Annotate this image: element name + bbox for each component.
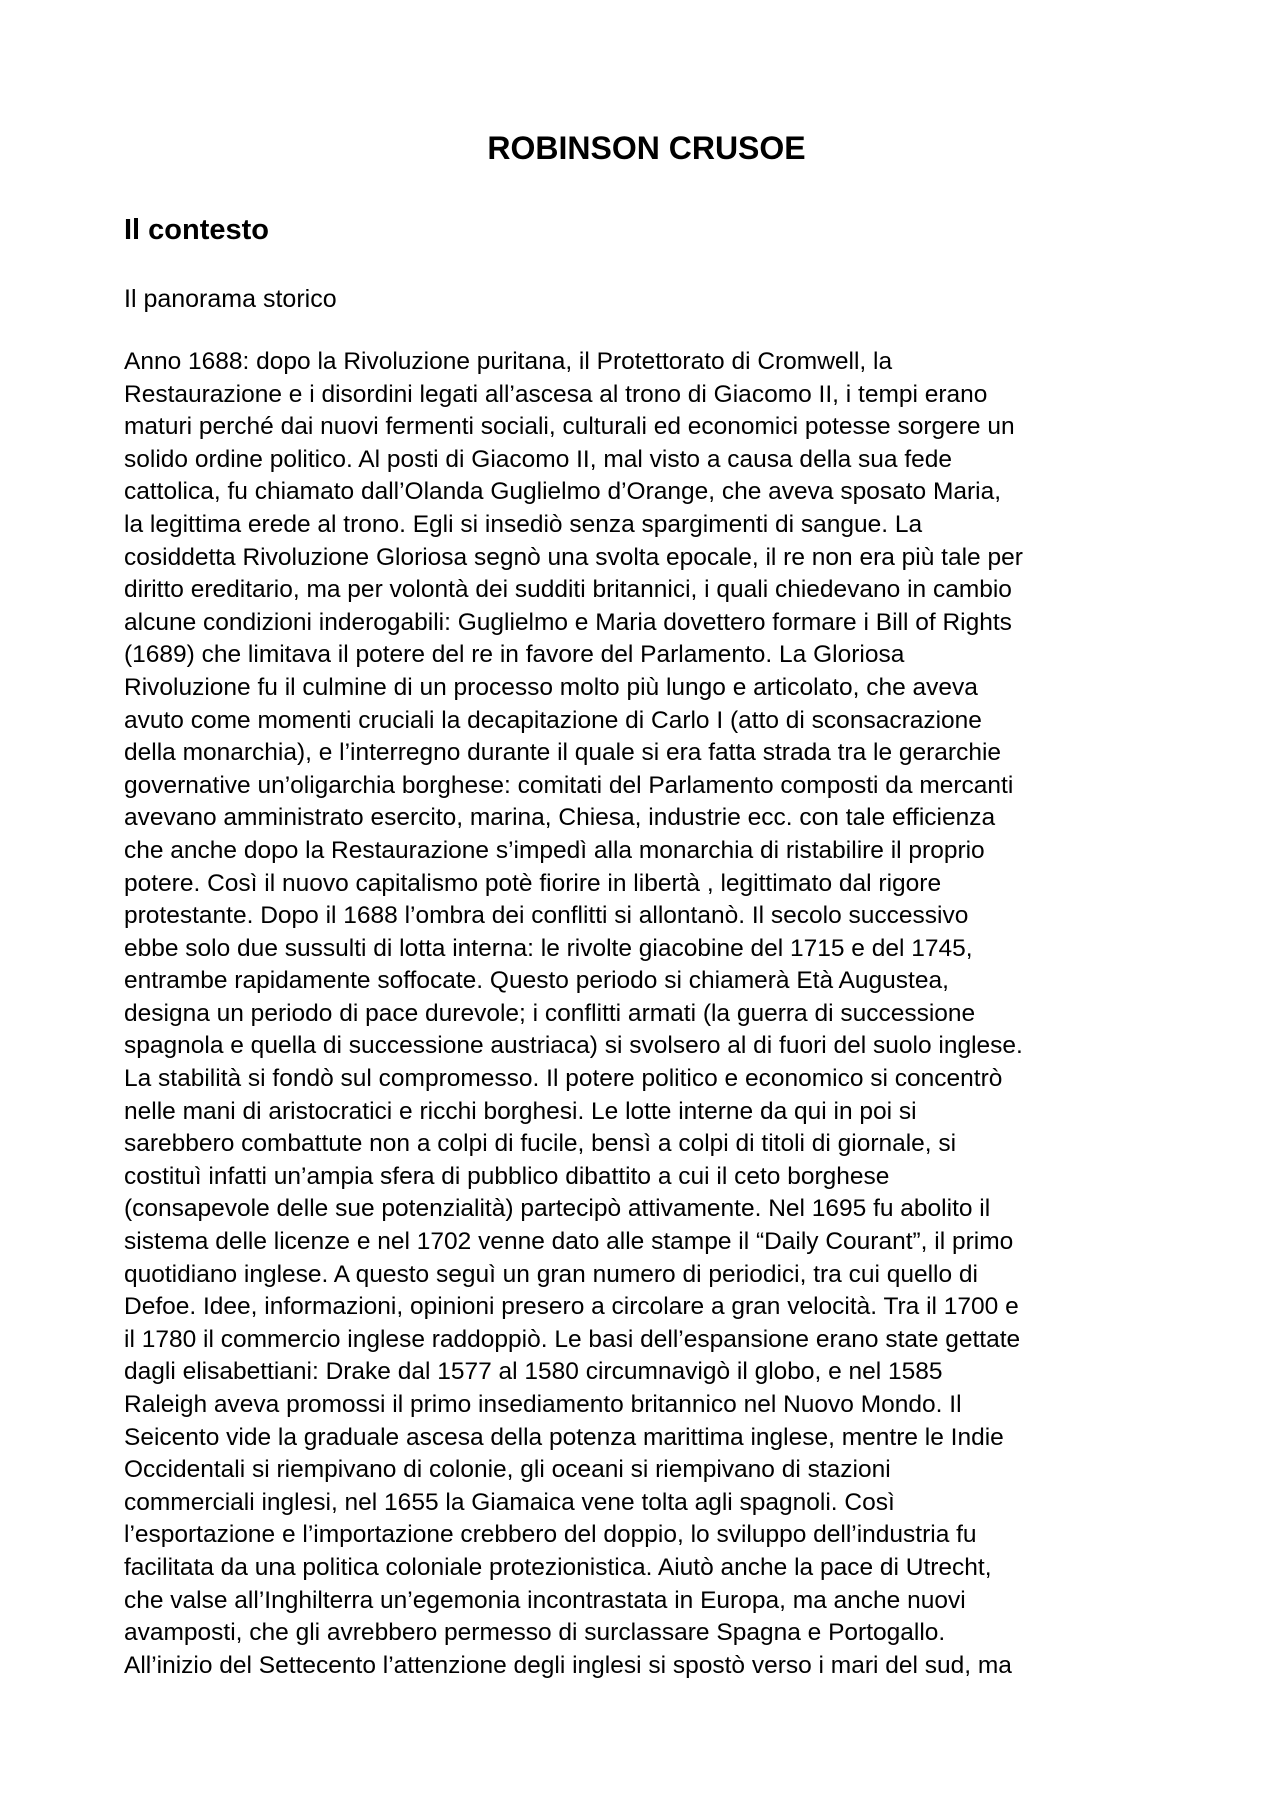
- body-paragraph: Anno 1688: dopo la Rivoluzione puritana, il Protettorato di Cromwell, la Restaurazione e i disordini legati all’ascesa al trono di Giacomo II, i tempi erano maturi perché dai nuovi fermenti sociali, culturali ed economici potesse sorgere un solido ordine politico. Al posti di Giacomo II, mal visto a causa della sua fede cattolica, fu chiamato dall’Olanda Guglielmo d’Orange, che aveva sposato Maria, la legittima erede al trono. Egli si insediò senza spargimenti di sangue. La cosiddetta Rivoluzione Gloriosa segnò una svolta epocale, il re non era più tale per diritto ereditario, ma per volontà dei sudditi britannici, i quali chiedevano in cambio alcune condizioni inderogabili: Guglielmo e Maria dovettero formare i Bill of Rights (1689) che limitava il potere del re in favore del Parlamento. La Gloriosa Rivoluzione fu il culmine di un processo molto più lungo e articolato, che aveva avuto come momenti cruciali la decapitazione di Carlo I (atto di sconsacrazione della monarchia), e l’interregno durante il quale si era fatta strada tra le gerarchie governative un’oligarchia borghese: comitati del Parlamento composti da mercanti avevano amministrato esercito, marina, Chiesa, industrie ecc. con tale efficienza che anche dopo la Restaurazione s’impedì alla monarchia di ristabilire il proprio potere. Così il nuovo capitalismo potè fiorire in libertà , legittimato dal rigore protestante. Dopo il 1688 l’ombra dei conflitti si allontanò. Il secolo successivo ebbe solo due sussulti di lotta interna: le rivolte giacobine del 1715 e del 1745, entrambe rapidamente soffocate. Questo periodo si chiamerà Età Augustea, designa un periodo di pace durevole; i conflitti armati (la guerra di successione spagnola e quella di successione austriaca) si svolsero al di fuori del suolo inglese. La stabilità si fondò sul compromesso. Il potere politico e economico si concentrò nelle mani di aristocratici e ricchi borghesi. Le lotte interne da qui in poi si sarebbero combattute non a colpi di fucile, bensì a colpi di titoli di giornale, si costituì infatti un’ampia sfera di pubblico dibattito a cui il ceto borghese (consapevole delle sue potenzialità) partecipò attivamente. Nel 1695 fu abolito il sistema delle licenze e nel 1702 venne dato alle stampe il “Daily Courant”, il primo quotidiano inglese. A questo seguì un gran numero di periodici, tra cui quello di Defoe. Idee, informazioni, opinioni presero a circolare a gran velocità. Tra il 1700 e il 1780 il commercio inglese raddoppiò. Le basi dell’espansione erano state gettate dagli elisabettiani: Drake dal 1577 al 1580 circumnavigò il globo, e nel 1585 Raleigh aveva promossi il primo insediamento britannico nel Nuovo Mondo. Il Seicento vide la graduale ascesa della potenza marittima inglese, mentre le Indie Occidentali si riempivano di colonie, gli oceani si riempivano di stazioni commerciali inglesi, nel 1655 la Giamaica vene tolta agli spagnoli. Così l’esportazione e l’importazione crebbero del doppio, lo sviluppo dell’industria fu facilitata da una politica coloniale protezionistica. Aiutò anche la pace di Utrecht, che valse all’Inghilterra un’egemonia incontrastata in Europa, ma anche nuovi avamposti, che gli avrebbero permesso di surclassare Spagna e Portogallo. All’inizio del Settecento l’attenzione degli inglesi si spostò verso i mari del sud, ma: [124, 348, 1023, 1679]
- subheading: Il panorama storico: [124, 285, 337, 313]
- section-heading: Il contesto: [124, 214, 270, 246]
- document-title: ROBINSON CRUSOE: [487, 130, 806, 166]
